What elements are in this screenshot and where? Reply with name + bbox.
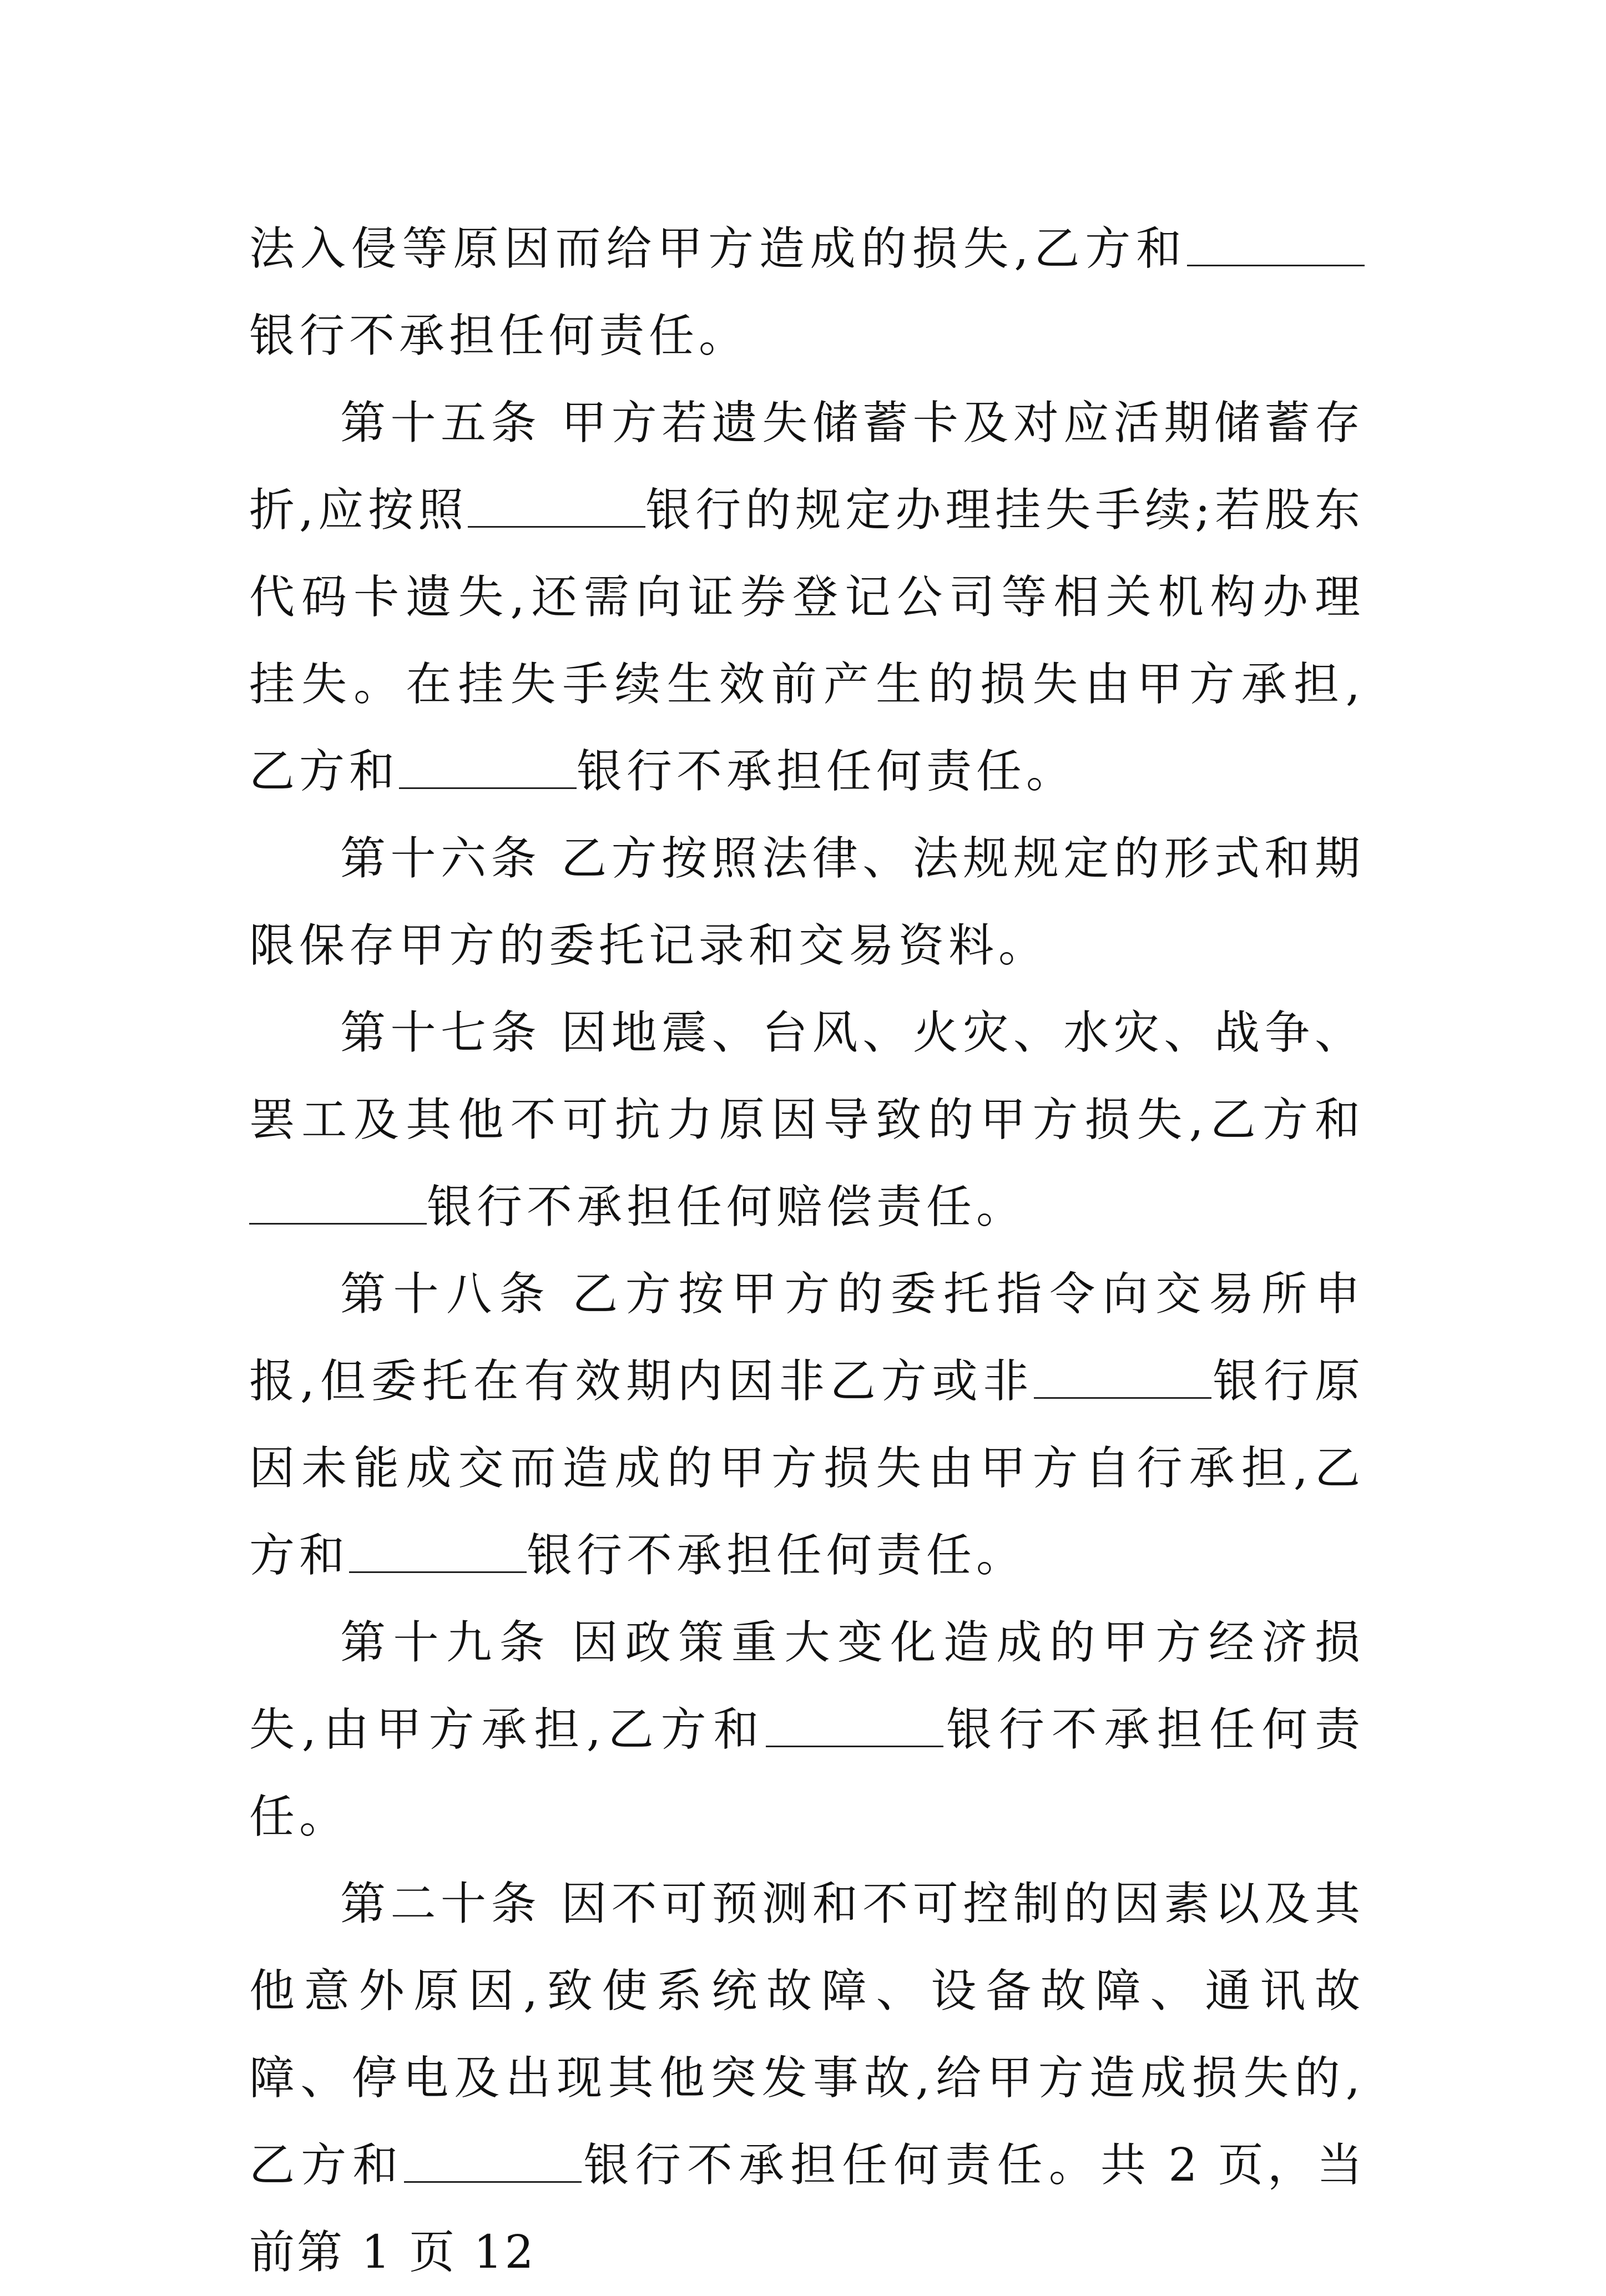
- article-number: 第十八条: [340, 1268, 553, 1321]
- text-segment: 因政策重大变化造成的甲方经济损失,由甲方承担,乙方和: [249, 1616, 1365, 1756]
- article-number: 第十七条: [340, 1007, 542, 1059]
- contract-body: [249, 205, 1365, 2296]
- text-segment: 银行不承担任何赔偿责任。: [427, 1181, 1027, 1233]
- text-segment: 银行不承担任何责任。: [527, 1529, 1027, 1582]
- fill-in-blank: [399, 742, 577, 789]
- fill-in-blank: [249, 1177, 427, 1225]
- fill-in-blank: [468, 481, 645, 528]
- page-indicator: 共 2 页，当前第 1 页 12: [249, 2139, 1365, 2279]
- paragraph-p-cont: [249, 205, 1365, 380]
- text-segment: 银行的规定办理挂失手续;若股东代码卡遗失,还需向证券登记公司等相关机构办理挂失。在挂失手续生效前产生的损失由甲方承担,乙方和: [249, 484, 1365, 798]
- paragraph-p20: [249, 1860, 1365, 2296]
- paragraph-p17: [249, 989, 1365, 1251]
- fill-in-blank: [766, 1700, 943, 1747]
- paragraph-p19: [249, 1599, 1365, 1860]
- text-segment: 银行原因未能成交而造成的甲方损失由甲方自行承担,乙方和: [249, 1355, 1365, 1582]
- fill-in-blank: [1034, 1352, 1211, 1399]
- text-segment: 甲方若遗失储蓄卡及对应活期储蓄存折,应按照: [249, 397, 1365, 537]
- article-number: 第十九条: [340, 1616, 553, 1669]
- text-segment: 乙方按照法律、法规规定的形式和期限保存甲方的委托记录和交易资料。: [249, 832, 1365, 972]
- text-segment: 因地震、台风、火灾、水灾、战争、罢工及其他不可抗力原因导致的甲方损失,乙方和: [249, 1007, 1365, 1146]
- article-number: 第二十条: [340, 1878, 542, 1930]
- paragraph-p16: [249, 815, 1365, 989]
- fill-in-blank: [404, 2136, 582, 2183]
- article-number: 第十六条: [340, 832, 542, 885]
- fill-in-blank: [1187, 219, 1365, 266]
- text-segment: 因不可预测和不可控制的因素以及其他意外原因,致使系统故障、设备故障、通讯故障、停电及出现其他突发事故,给甲方造成损失的,乙方和: [249, 1878, 1365, 2192]
- text-segment: 银行不承担任何责任。: [577, 745, 1077, 798]
- fill-in-blank: [349, 1526, 527, 1573]
- text-segment: 法入侵等原因而给甲方造成的损失,乙方和: [249, 222, 1187, 275]
- text-segment: 银行不承担任何责任。: [582, 2139, 1100, 2192]
- paragraph-p15: [249, 380, 1365, 815]
- text-segment: 银行不承担任何责任。: [249, 1703, 1365, 1843]
- article-number: 第十五条: [340, 397, 542, 449]
- paragraph-p18: [249, 1251, 1365, 1599]
- text-segment: 银行不承担任何责任。: [249, 310, 749, 362]
- text-segment: 乙方按甲方的委托指令向交易所申报,但委托在有效期内因非乙方或非: [249, 1268, 1365, 1408]
